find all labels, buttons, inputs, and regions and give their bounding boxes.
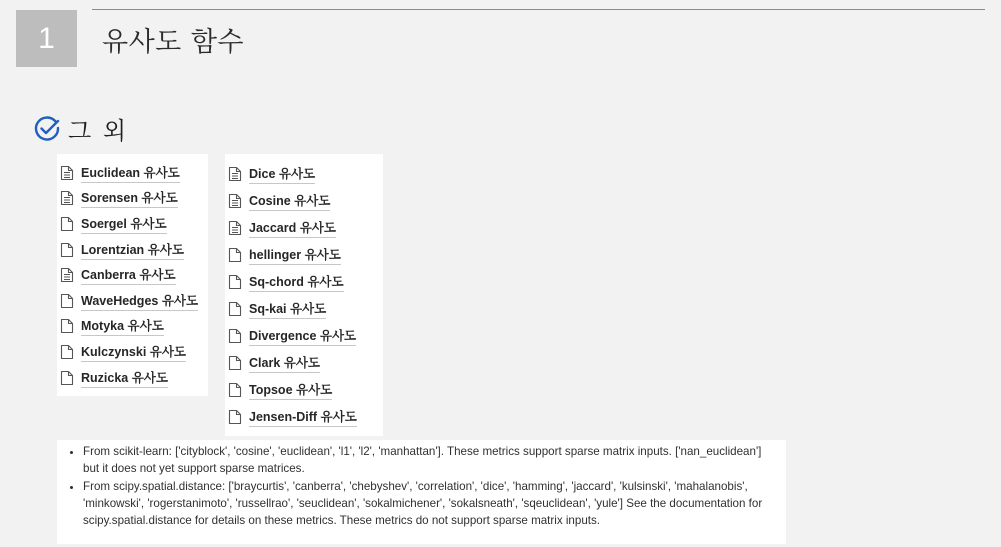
- note-scipy: • From scipy.spatial.distance: ['braycurtis', 'canberra', 'chebyshev', 'correlation', 'dice', 'hamming', 'jaccard', 'kulsinski', 'mahalanobis', 'minkowski', 'rogerstanimoto', 'russellrao', 'seuclidean', 'sokalmichener', 'sokalsneath', 'sqeuclidean', 'yule'] See the documentation for scipy.spatial.distance for details on these metrics. These metrics do not support sparse matrix inputs.: [83, 478, 786, 530]
- note-scikit-learn: • From scikit-learn: ['cityblock', 'cosine', 'euclidean', 'l1', 'l2', 'manhattan']. These metrics support sparse matrix inputs. ['nan_euclidean'] but it does not yet support sparse matrices.: [83, 443, 786, 478]
- page-link[interactable]: [60, 288, 208, 314]
- page-link[interactable]: [228, 241, 383, 268]
- page-link-label: Sq-chord 유사도: [249, 272, 344, 292]
- document-blank-icon: [60, 216, 81, 232]
- page-link[interactable]: [60, 160, 208, 186]
- document-blank-icon: [228, 328, 249, 344]
- document-blank-icon: [60, 344, 81, 360]
- page-link-label: Sorensen 유사도: [81, 188, 178, 208]
- page-link[interactable]: [60, 339, 208, 365]
- document-blank-icon: [60, 242, 81, 258]
- document-lines-icon: [60, 165, 81, 181]
- page-link[interactable]: [228, 187, 383, 214]
- section-number-badge: 1: [16, 10, 77, 67]
- document-lines-icon: [228, 193, 249, 209]
- document-blank-icon: [60, 318, 81, 334]
- page-link[interactable]: [60, 186, 208, 212]
- document-lines-icon: [228, 220, 249, 236]
- section-heading: [32, 111, 128, 145]
- document-lines-icon: [228, 166, 249, 182]
- page-link-label: Dice 유사도: [249, 164, 315, 184]
- page-link-label: WaveHedges 유사도: [81, 291, 198, 311]
- page-link-label: Lorentzian 유사도: [81, 240, 184, 260]
- document-blank-icon: [228, 409, 249, 425]
- page-link-list-right: [225, 154, 383, 436]
- page-link-label: Motyka 유사도: [81, 316, 164, 336]
- page-link[interactable]: [228, 377, 383, 404]
- page-link-label: Sq-kai 유사도: [249, 299, 326, 319]
- document-blank-icon: [228, 382, 249, 398]
- page-link[interactable]: [228, 268, 383, 295]
- page-link-label: Canberra 유사도: [81, 265, 176, 285]
- section-title: 그 외: [68, 116, 128, 145]
- page-link-label: Ruzicka 유사도: [81, 368, 168, 388]
- page-link-label: Clark 유사도: [249, 353, 320, 373]
- document-blank-icon: [228, 355, 249, 371]
- page-link[interactable]: [60, 211, 208, 237]
- page-link-label: Soergel 유사도: [81, 214, 167, 234]
- page-link-label: Euclidean 유사도: [81, 163, 180, 183]
- check-circle-icon: [32, 113, 62, 143]
- page-link-label: Divergence 유사도: [249, 326, 356, 346]
- document-blank-icon: [60, 370, 81, 386]
- page-link[interactable]: [228, 295, 383, 322]
- page-link-label: Jensen-Diff 유사도: [249, 407, 357, 427]
- page-link-label: Kulczynski 유사도: [81, 342, 186, 362]
- page-link[interactable]: [228, 323, 383, 350]
- document-lines-icon: [60, 190, 81, 206]
- metrics-notes: [57, 440, 786, 544]
- document-blank-icon: [60, 293, 81, 309]
- page-link[interactable]: [228, 350, 383, 377]
- page-link-label: hellinger 유사도: [249, 245, 341, 265]
- document-lines-icon: [60, 267, 81, 283]
- page-link[interactable]: [60, 314, 208, 340]
- page-link-list-left: [57, 154, 208, 396]
- document-blank-icon: [228, 247, 249, 263]
- header-divider: [92, 9, 985, 10]
- document-blank-icon: [228, 301, 249, 317]
- document-blank-icon: [228, 274, 249, 290]
- page-link[interactable]: [228, 160, 383, 187]
- page-link-label: Jaccard 유사도: [249, 218, 336, 238]
- page-link[interactable]: [228, 404, 383, 431]
- page-link[interactable]: [228, 214, 383, 241]
- page-title: 유사도 함수: [102, 27, 244, 58]
- page-link-label: Topsoe 유사도: [249, 380, 332, 400]
- page-link[interactable]: [60, 262, 208, 288]
- page-link-label: Cosine 유사도: [249, 191, 330, 211]
- page-link[interactable]: [60, 365, 208, 391]
- page-link[interactable]: [60, 237, 208, 263]
